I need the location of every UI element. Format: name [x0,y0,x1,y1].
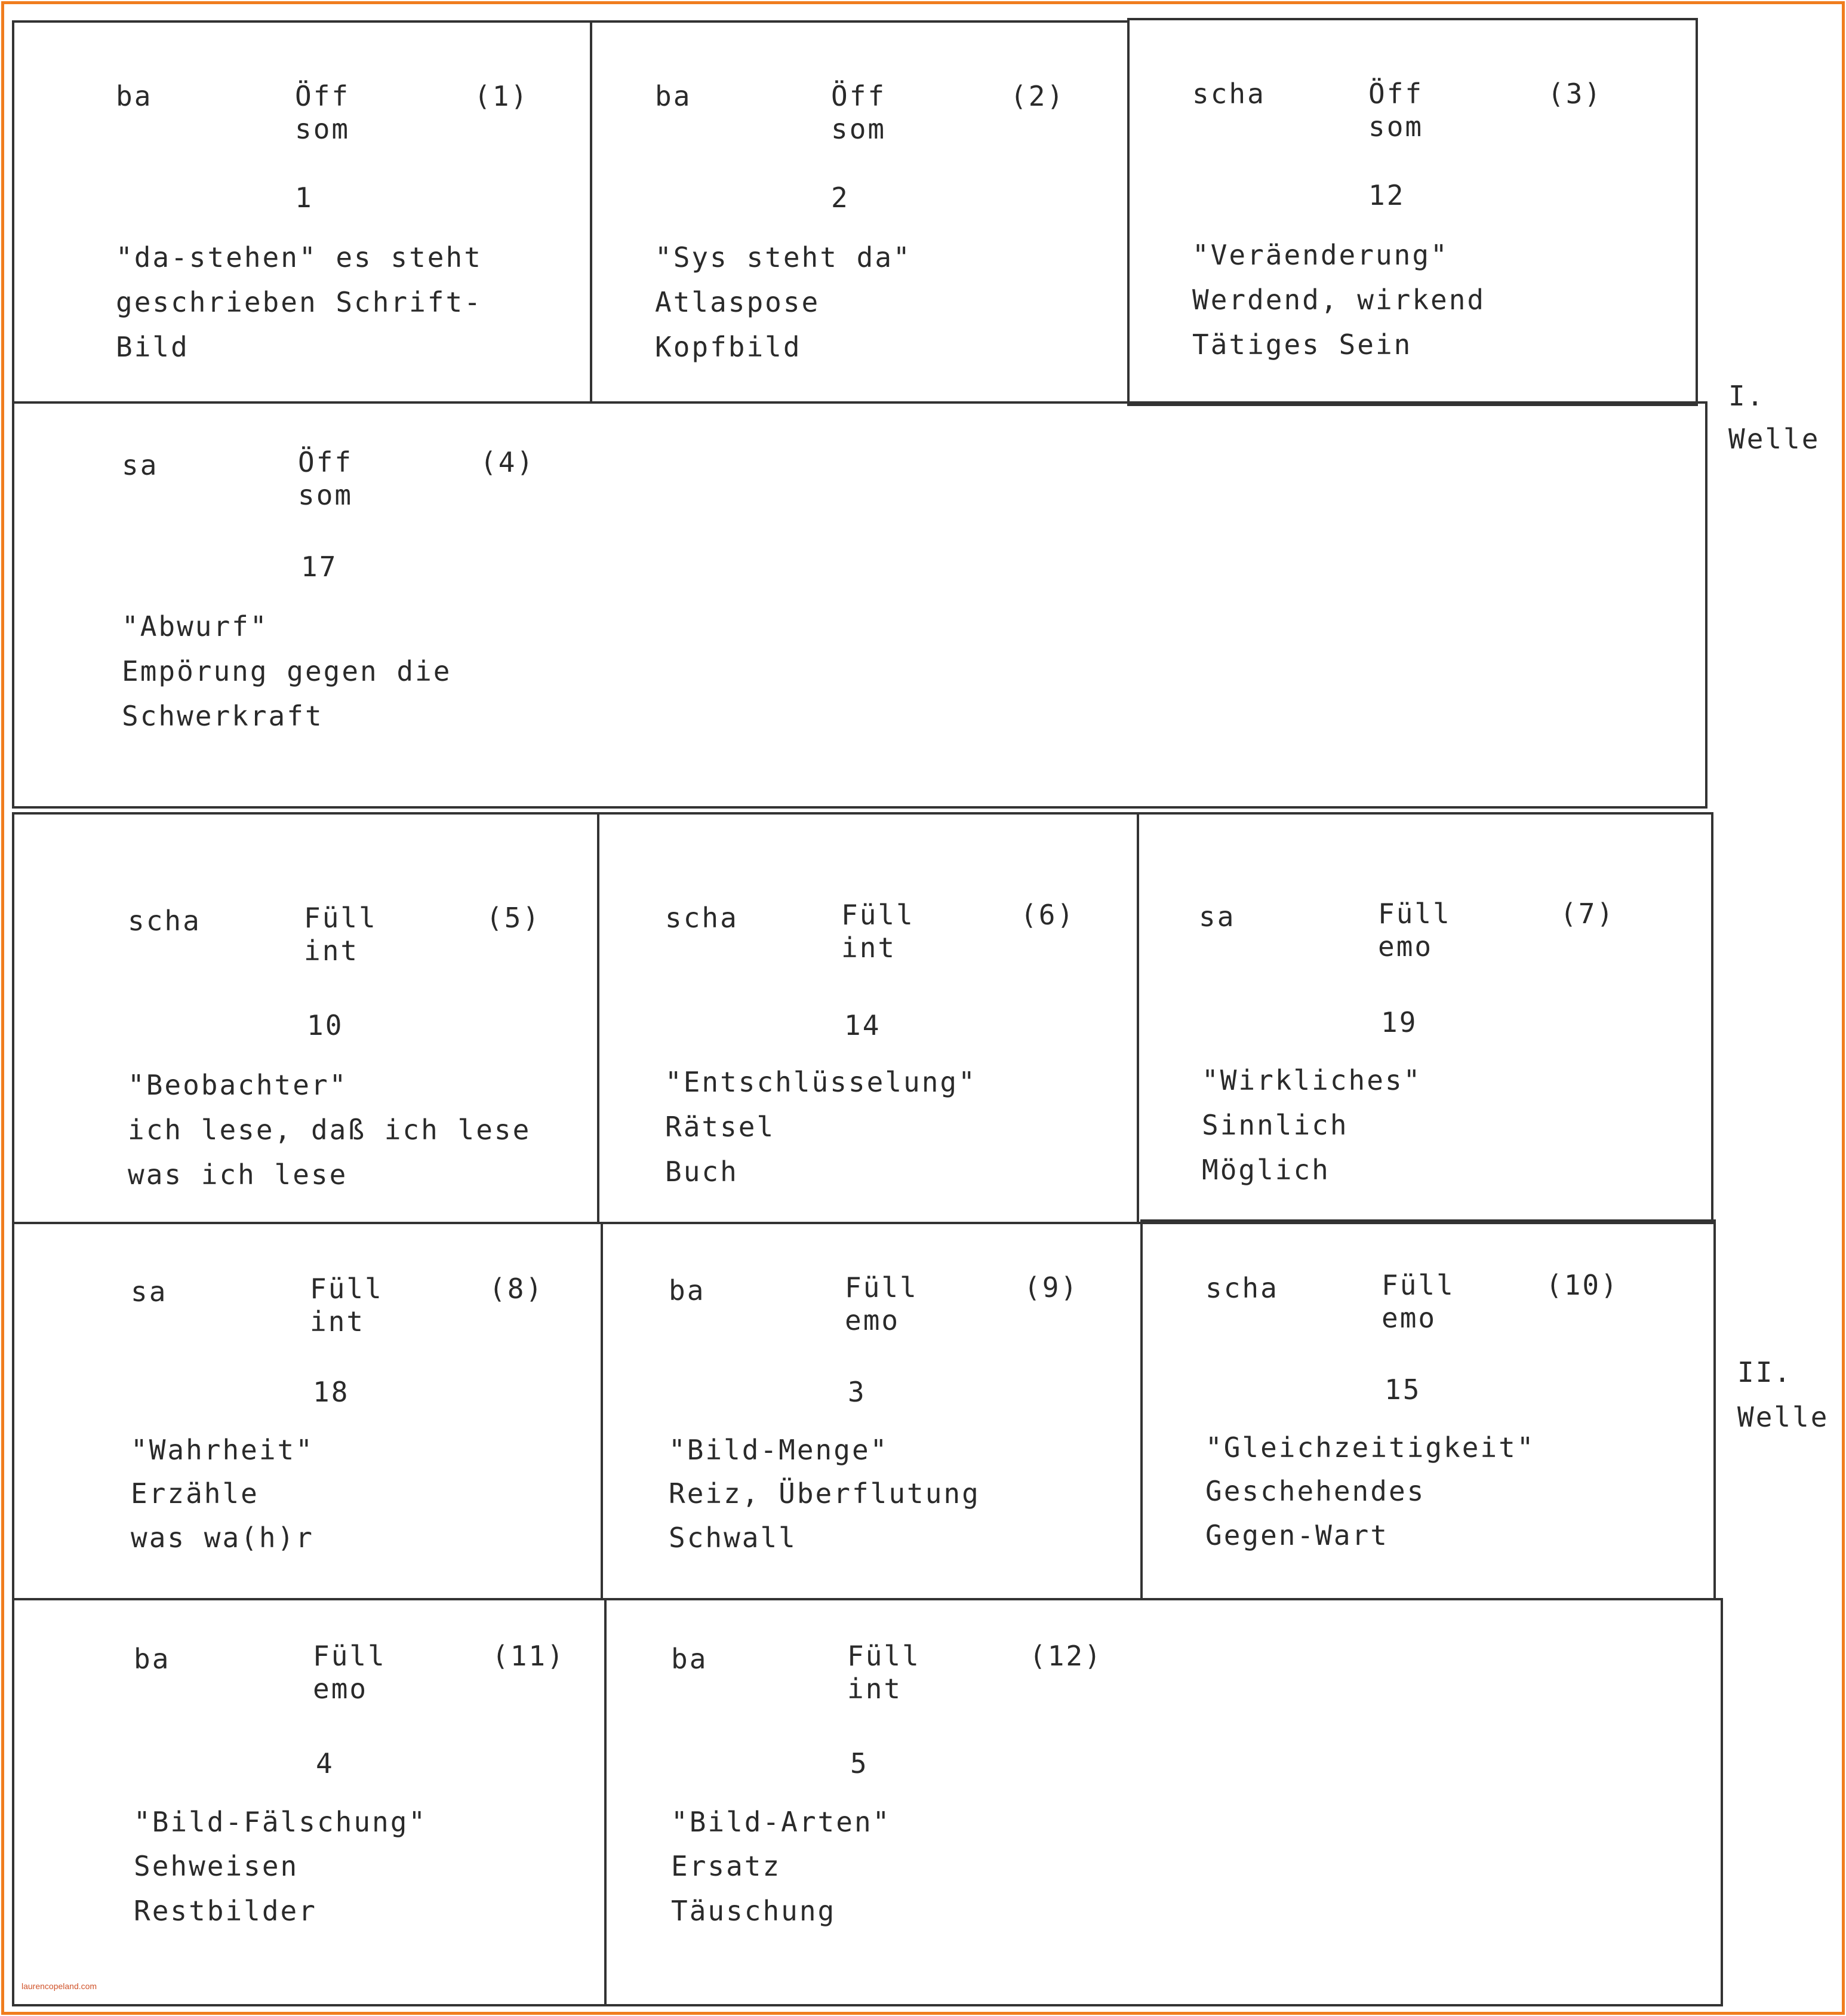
table-cell-4 [12,401,1707,809]
cell-index: (3) [1547,78,1603,110]
cell-title: "Abwurf" [122,610,269,643]
cell-number: 1 [295,182,313,214]
cell-subcategory: emo [1382,1302,1437,1334]
cell-category: Füll [304,902,377,934]
cell-keyword: scha [128,905,201,937]
cell-subcategory: som [298,479,353,511]
cell-line: Buch [665,1155,739,1188]
cell-keyword: sa [122,449,159,481]
cell-title: "Gleichzeitigkeit" [1205,1431,1536,1464]
cell-keyword: ba [134,1643,171,1675]
cell-line: Ersatz [671,1850,782,1882]
cell-line: Schwerkraft [122,700,324,732]
cell-index: (5) [486,902,542,934]
table-cell-3 [1127,18,1698,406]
cell-index: (12) [1029,1640,1103,1672]
wave-number-1: I. [1728,380,1765,412]
cell-category: Öff [295,80,350,112]
cell-line: Erzähle [131,1477,259,1510]
cell-subcategory: som [295,113,350,145]
cell-title: "Bild-Arten" [671,1806,891,1838]
cell-number: 19 [1381,1006,1418,1038]
cell-line: Gegen-Wart [1205,1519,1389,1551]
cell-index: (9) [1024,1271,1079,1304]
cell-line: Tätiges Sein [1192,328,1413,361]
cell-subcategory: emo [845,1304,900,1336]
cell-subcategory: int [841,932,897,964]
cell-category: Füll [1382,1269,1455,1301]
cell-category: Füll [313,1640,386,1672]
table-cell-8 [12,1222,603,1600]
cell-number: 12 [1368,179,1405,211]
cell-subcategory: som [1368,110,1424,143]
table-cell-1 [12,20,592,404]
cell-number: 5 [850,1747,869,1780]
cell-line: Sehweisen [134,1850,299,1882]
cell-line: Kopfbild [655,331,802,363]
cell-number: 3 [848,1376,866,1408]
cell-title: "Bild-Menge" [669,1434,889,1466]
cell-line: Restbilder [134,1895,317,1927]
cell-subcategory: int [847,1673,903,1705]
cell-title: "Beobachter" [128,1069,348,1101]
cell-category: Füll [847,1640,921,1672]
cell-line: was ich lese [128,1158,348,1191]
cell-index: (2) [1010,80,1066,112]
cell-number: 4 [316,1747,334,1780]
cell-subcategory: emo [1378,930,1433,963]
cell-subcategory: som [831,113,887,145]
cell-keyword: scha [1205,1272,1279,1304]
cell-line: was wa(h)r [131,1522,314,1554]
cell-line: Bild [116,331,189,363]
cell-line: Sinnlich [1202,1109,1349,1141]
cell-line: Rätsel [665,1111,776,1143]
table-cell-11 [12,1598,607,2006]
cell-number: 14 [844,1009,881,1041]
cell-category: Öff [1368,78,1424,110]
cell-category: Öff [831,80,887,112]
cell-number: 10 [307,1009,344,1041]
wave-label-1: Welle [1728,423,1820,455]
cell-number: 2 [831,182,850,214]
cell-title: "Veräenderung" [1192,239,1449,271]
cell-title: "da-stehen" es steht [116,241,482,273]
cell-index: (11) [492,1640,565,1672]
table-cell-9 [601,1222,1143,1600]
cell-line: Reiz, Überflutung [669,1477,980,1510]
cell-index: (6) [1020,899,1076,931]
cell-title: "Wirkliches" [1202,1064,1422,1096]
cell-line: geschrieben Schrift- [116,286,482,318]
cell-line: Empörung gegen die [122,655,452,687]
cell-line: Geschehendes [1205,1475,1426,1507]
cell-keyword: ba [669,1274,706,1307]
cell-category: Füll [1378,898,1451,930]
table-cell-10 [1140,1219,1716,1600]
cell-index: (4) [480,446,536,478]
cell-line: Möglich [1202,1154,1330,1186]
wave-label-2: Welle [1737,1401,1829,1433]
table-cell-5 [12,812,599,1224]
cell-index: (8) [489,1273,544,1305]
cell-number: 18 [313,1376,350,1408]
cell-index: (1) [474,80,530,112]
cell-index: (10) [1546,1269,1619,1301]
cell-keyword: sa [131,1276,168,1308]
cell-subcategory: int [310,1305,365,1338]
cell-category: Füll [310,1273,383,1305]
cell-index: (7) [1560,898,1616,930]
cell-keyword: scha [1192,78,1266,110]
cell-title: "Sys steht da" [655,241,912,273]
cell-line: ich lese, daß ich lese [128,1114,531,1146]
cell-line: Täuschung [671,1895,836,1927]
cell-keyword: scha [665,902,739,934]
cell-subcategory: emo [313,1673,368,1705]
table-cell-7 [1137,812,1713,1224]
table-cell-12 [604,1598,1723,2006]
cell-line: Schwall [669,1522,797,1554]
table-cell-6 [597,812,1139,1224]
cell-keyword: sa [1199,901,1236,933]
cell-category: Füll [841,899,915,931]
cell-keyword: ba [116,80,153,112]
table-cell-2 [590,20,1130,404]
cell-number: 17 [301,551,338,583]
cell-line: Werdend, wirkend [1192,284,1486,316]
cell-keyword: ba [671,1643,708,1675]
cell-keyword: ba [655,80,692,112]
cell-title: "Wahrheit" [131,1434,314,1466]
watermark: laurencopeland.com [21,1981,97,1991]
cell-title: "Entschlüsselung" [665,1066,977,1098]
cell-number: 15 [1384,1373,1422,1406]
cell-subcategory: int [304,935,359,967]
cell-category: Füll [845,1271,918,1304]
cell-title: "Bild-Fälschung" [134,1806,427,1838]
cell-line: Atlaspose [655,286,820,318]
wave-number-2: II. [1737,1356,1793,1388]
cell-category: Öff [298,446,353,478]
